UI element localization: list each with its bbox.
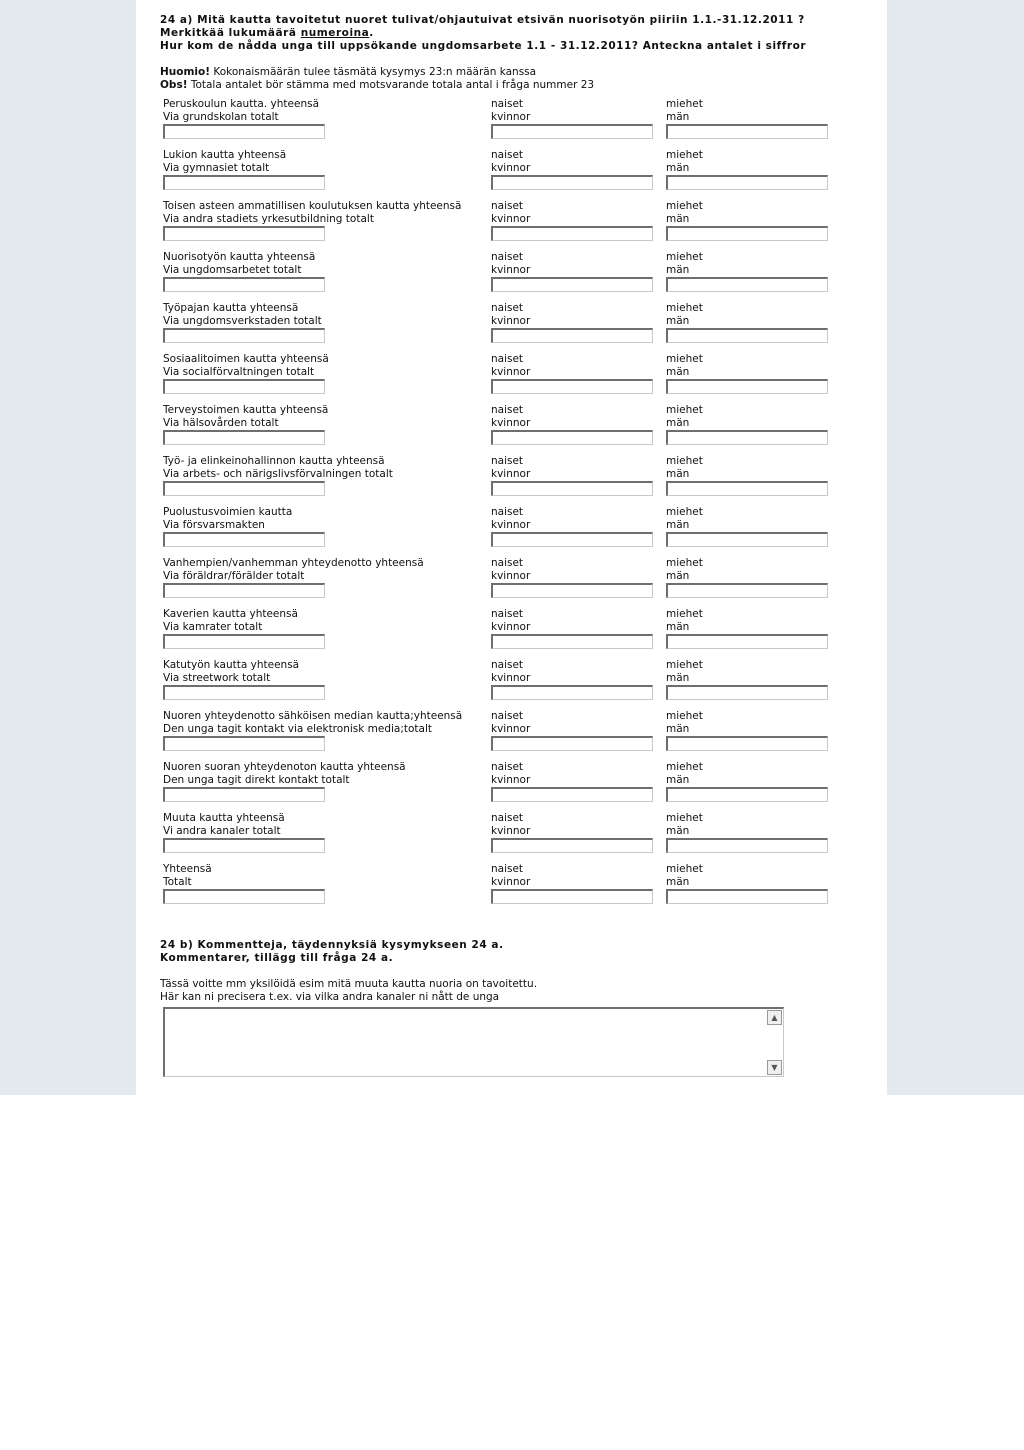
channel-label-sv: Via kamrater totalt (163, 621, 263, 633)
men-label-fi: miehet (666, 608, 703, 620)
channel-label-fi: Sosiaalitoimen kautta yhteensä (163, 353, 329, 365)
men-count-input[interactable] (666, 481, 828, 496)
men-count-input[interactable] (666, 889, 828, 904)
men-label-fi: miehet (666, 353, 703, 365)
total-count-input[interactable] (163, 532, 325, 547)
note-fi-bold: Huomio! (160, 66, 211, 78)
channel-label (163, 251, 315, 277)
total-count-input[interactable] (163, 226, 325, 241)
women-label-fi: naiset (491, 251, 524, 263)
channel-label-fi: Lukion kautta yhteensä (163, 149, 287, 161)
men-label-sv: män (666, 774, 690, 786)
men-label-sv: män (666, 468, 690, 480)
women-count-input[interactable] (491, 838, 653, 853)
total-count-input[interactable] (163, 736, 325, 751)
men-label (666, 149, 703, 175)
men-label-sv: män (666, 366, 690, 378)
women-label (491, 659, 530, 685)
men-count-input[interactable] (666, 685, 828, 700)
channel-row (0, 761, 1024, 812)
women-label-sv: kvinnor (491, 876, 531, 888)
channel-row (0, 557, 1024, 608)
men-label-sv: män (666, 264, 690, 276)
channel-row (0, 302, 1024, 353)
women-count-input[interactable] (491, 277, 653, 292)
men-count-input[interactable] (666, 532, 828, 547)
total-count-input[interactable] (163, 430, 325, 445)
men-label (666, 812, 703, 838)
totals-note (160, 66, 860, 92)
women-label (491, 302, 530, 328)
total-count-input[interactable] (163, 634, 325, 649)
total-count-input[interactable] (163, 328, 325, 343)
men-label-fi: miehet (666, 455, 703, 467)
women-label (491, 608, 530, 634)
channel-label-sv: Via socialförvaltningen totalt (163, 366, 315, 378)
channel-label (163, 149, 286, 175)
channel-row (0, 149, 1024, 200)
total-count-input[interactable] (163, 124, 325, 139)
men-count-input[interactable] (666, 226, 828, 241)
men-count-input[interactable] (666, 328, 828, 343)
men-label-fi: miehet (666, 149, 703, 161)
channel-label (163, 812, 285, 838)
channel-label (163, 608, 298, 634)
total-count-input[interactable] (163, 481, 325, 496)
women-label-fi: naiset (491, 863, 524, 875)
channel-label-fi: Kaverien kautta yhteensä (163, 608, 298, 620)
men-label-sv: män (666, 825, 690, 837)
total-count-input[interactable] (163, 685, 325, 700)
total-count-input[interactable] (163, 175, 325, 190)
women-label (491, 710, 530, 736)
channel-label-fi: Terveystoimen kautta yhteensä (163, 404, 329, 416)
channel-label-sv: Via föräldrar/förälder totalt (163, 570, 305, 582)
total-count-input[interactable] (163, 379, 325, 394)
women-label-fi: naiset (491, 149, 524, 161)
women-label (491, 761, 530, 787)
women-label-fi: naiset (491, 455, 524, 467)
total-count-input[interactable] (163, 787, 325, 802)
men-label (666, 251, 703, 277)
men-label (666, 302, 703, 328)
women-label-fi: naiset (491, 98, 524, 110)
note-fi-text: Kokonaismäärän tulee täsmätä kysymys 23:n määrän kanssa (210, 66, 537, 78)
channel-label (163, 455, 393, 481)
men-label-fi: miehet (666, 98, 703, 110)
men-count-input[interactable] (666, 430, 828, 445)
channel-label-fi: Puolustusvoimien kautta (163, 506, 293, 518)
women-label (491, 812, 530, 838)
men-label (666, 506, 703, 532)
channel-row (0, 98, 1024, 149)
channel-label-fi: Nuorisotyön kautta yhteensä (163, 251, 316, 263)
women-label-sv: kvinnor (491, 723, 531, 735)
men-label-sv: män (666, 111, 690, 123)
men-count-input[interactable] (666, 277, 828, 292)
women-label-fi: naiset (491, 557, 524, 569)
scroll-up-arrow-icon[interactable]: ▲ (767, 1010, 782, 1025)
channel-row (0, 608, 1024, 659)
women-count-input[interactable] (491, 685, 653, 700)
women-label (491, 251, 530, 277)
channel-label-sv: Den unga tagit direkt kontakt totalt (163, 774, 350, 786)
women-label (491, 149, 530, 175)
men-count-input[interactable] (666, 634, 828, 649)
women-count-input[interactable] (491, 583, 653, 598)
channel-label (163, 761, 406, 787)
channel-label-fi: Muuta kautta yhteensä (163, 812, 285, 824)
women-label (491, 863, 530, 889)
channel-label (163, 98, 319, 124)
channel-row (0, 353, 1024, 404)
instruction-suffix: . (369, 27, 374, 39)
question-24b-title-sv: Kommentarer, tillägg till fråga 24 a. (160, 952, 394, 964)
men-label-sv: män (666, 723, 690, 735)
note-sv (160, 79, 860, 92)
channel-row (0, 812, 1024, 863)
women-count-input[interactable] (491, 532, 653, 547)
men-label (666, 200, 703, 226)
channel-label-sv: Via grundskolan totalt (163, 111, 279, 123)
channel-label (163, 710, 462, 736)
note-sv-text: Totala antalet bör stämma med motsvarande totala antal i fråga nummer 23 (187, 79, 595, 91)
question-24a-instruction-fi (160, 27, 860, 40)
channel-label-fi: Nuoren yhteydenotto sähköisen median kautta;yhteensä (163, 710, 463, 722)
men-label-sv: män (666, 876, 690, 888)
channel-label-sv: Via ungdomsarbetet totalt (163, 264, 302, 276)
total-count-input[interactable] (163, 583, 325, 598)
men-label-sv: män (666, 213, 690, 225)
channel-label-sv: Totalt (163, 876, 192, 888)
women-label-sv: kvinnor (491, 213, 531, 225)
channel-label-sv: Via gymnasiet totalt (163, 162, 270, 174)
women-label-fi: naiset (491, 761, 524, 773)
women-count-input[interactable] (491, 175, 653, 190)
channel-label-sv: Via streetwork totalt (163, 672, 271, 684)
men-label (666, 608, 703, 634)
channel-label (163, 200, 461, 226)
men-label-fi: miehet (666, 251, 703, 263)
men-count-input[interactable] (666, 787, 828, 802)
women-count-input[interactable] (491, 124, 653, 139)
channel-label-sv: Via försvarsmakten (163, 519, 265, 531)
men-label-fi: miehet (666, 812, 703, 824)
men-label-fi: miehet (666, 761, 703, 773)
men-label-sv: män (666, 570, 690, 582)
women-label-sv: kvinnor (491, 774, 531, 786)
question-24a-title-fi: 24 a) Mitä kautta tavoitetut nuoret tulivat/ohjautuivat etsivän nuorisotyön piiriin 1.1.-31.12.2011 ? (160, 14, 805, 26)
women-label-sv: kvinnor (491, 570, 531, 582)
note-fi (160, 66, 860, 79)
channel-label (163, 659, 299, 685)
women-count-input[interactable] (491, 634, 653, 649)
men-label-fi: miehet (666, 557, 703, 569)
women-label-sv: kvinnor (491, 162, 531, 174)
channel-label-fi: Työ- ja elinkeinohallinnon kautta yhteensä (163, 455, 385, 467)
women-count-input[interactable] (491, 481, 653, 496)
channel-row (0, 659, 1024, 710)
women-label (491, 98, 530, 124)
men-label-fi: miehet (666, 404, 703, 416)
women-label-sv: kvinnor (491, 825, 531, 837)
channel-label-fi: Yhteensä (163, 863, 212, 875)
channel-row (0, 251, 1024, 302)
men-label-sv: män (666, 315, 690, 327)
question-24b-title-fi: 24 b) Kommentteja, täydennyksiä kysymykseen 24 a. (160, 939, 504, 951)
women-label (491, 506, 530, 532)
channel-row (0, 455, 1024, 506)
channel-row (0, 863, 1024, 914)
men-label-fi: miehet (666, 710, 703, 722)
men-label-sv: män (666, 519, 690, 531)
channel-label-sv: Via ungdomsverkstaden totalt (163, 315, 322, 327)
channel-label-fi: Peruskoulun kautta. yhteensä (163, 98, 320, 110)
channel-label (163, 353, 329, 379)
women-label-sv: kvinnor (491, 111, 531, 123)
women-label-sv: kvinnor (491, 468, 531, 480)
channel-label-sv: Vi andra kanaler totalt (163, 825, 281, 837)
women-label-fi: naiset (491, 404, 524, 416)
women-count-input[interactable] (491, 379, 653, 394)
men-label-sv: män (666, 162, 690, 174)
women-count-input[interactable] (491, 226, 653, 241)
men-label-fi: miehet (666, 302, 703, 314)
channel-label-fi: Toisen asteen ammatillisen koulutuksen kautta yhteensä (163, 200, 462, 212)
women-label (491, 557, 530, 583)
men-label (666, 455, 703, 481)
women-count-input[interactable] (491, 736, 653, 751)
note-sv-bold: Obs! (160, 79, 188, 91)
comments-textarea[interactable] (163, 1007, 784, 1077)
channel-label-fi: Katutyön kautta yhteensä (163, 659, 300, 671)
women-count-input[interactable] (491, 889, 653, 904)
men-count-input[interactable] (666, 736, 828, 751)
men-label-fi: miehet (666, 659, 703, 671)
women-label-sv: kvinnor (491, 366, 531, 378)
women-count-input[interactable] (491, 430, 653, 445)
scroll-down-arrow-icon[interactable]: ▼ (767, 1060, 782, 1075)
total-count-input[interactable] (163, 838, 325, 853)
instruction-underlined: numeroina (300, 27, 370, 39)
women-count-input[interactable] (491, 787, 653, 802)
men-label (666, 761, 703, 787)
women-label-sv: kvinnor (491, 519, 531, 531)
channel-label (163, 302, 322, 328)
men-label (666, 404, 703, 430)
total-count-input[interactable] (163, 889, 325, 904)
men-label (666, 863, 703, 889)
channel-label-sv: Via andra stadiets yrkesutbildning totalt (163, 213, 374, 225)
women-label-fi: naiset (491, 812, 524, 824)
men-label-fi: miehet (666, 200, 703, 212)
channel-label-fi: Vanhempien/vanhemman yhteydenotto yhteensä (163, 557, 424, 569)
question-24b-heading (160, 939, 860, 965)
men-label-fi: miehet (666, 506, 703, 518)
question-24a-heading (160, 14, 860, 53)
men-count-input[interactable] (666, 175, 828, 190)
channel-label (163, 404, 328, 430)
men-label-fi: miehet (666, 863, 703, 875)
women-label-sv: kvinnor (491, 264, 531, 276)
channel-label-fi: Nuoren suoran yhteydenoton kautta yhteensä (163, 761, 406, 773)
hint-sv: Här kan ni precisera t.ex. via vilka andra kanaler ni nått de unga (160, 991, 500, 1003)
instruction-prefix: Merkitkää lukumäärä (160, 27, 301, 39)
men-label (666, 353, 703, 379)
women-label (491, 353, 530, 379)
channel-row (0, 200, 1024, 251)
women-label-fi: naiset (491, 608, 524, 620)
men-count-input[interactable] (666, 838, 828, 853)
women-label-fi: naiset (491, 659, 524, 671)
men-label (666, 98, 703, 124)
channel-label-fi: Työpajan kautta yhteensä (163, 302, 299, 314)
channel-label (163, 557, 424, 583)
women-label (491, 404, 530, 430)
channel-label-sv: Den unga tagit kontakt via elektronisk media;totalt (163, 723, 433, 735)
channel-label (163, 506, 292, 532)
channel-row (0, 506, 1024, 557)
channel-label-sv: Via hälsovården totalt (163, 417, 279, 429)
women-label-fi: naiset (491, 302, 524, 314)
total-count-input[interactable] (163, 277, 325, 292)
men-label (666, 557, 703, 583)
women-label (491, 200, 530, 226)
women-label-fi: naiset (491, 710, 524, 722)
men-count-input[interactable] (666, 124, 828, 139)
hint-fi: Tässä voitte mm yksilöidä esim mitä muuta kautta nuoria on tavoitettu. (160, 978, 538, 990)
women-count-input[interactable] (491, 328, 653, 343)
men-count-input[interactable] (666, 583, 828, 598)
channel-label (163, 863, 212, 889)
men-label-sv: män (666, 672, 690, 684)
women-label-fi: naiset (491, 200, 524, 212)
men-label (666, 659, 703, 685)
women-label-sv: kvinnor (491, 621, 531, 633)
channel-row (0, 404, 1024, 455)
women-label (491, 455, 530, 481)
women-label-fi: naiset (491, 353, 524, 365)
women-label-sv: kvinnor (491, 672, 531, 684)
women-label-sv: kvinnor (491, 315, 531, 327)
men-label-sv: män (666, 417, 690, 429)
channel-row (0, 710, 1024, 761)
men-label (666, 710, 703, 736)
channel-label-sv: Via arbets- och närigslivsförvalningen totalt (163, 468, 393, 480)
men-count-input[interactable] (666, 379, 828, 394)
women-label-sv: kvinnor (491, 417, 531, 429)
women-label-fi: naiset (491, 506, 524, 518)
question-24b-hint (160, 978, 860, 1004)
question-24a-title-sv: Hur kom de nådda unga till uppsökande ungdomsarbete 1.1 - 31.12.2011? Anteckna antalet i siffror (160, 40, 807, 52)
men-label-sv: män (666, 621, 690, 633)
